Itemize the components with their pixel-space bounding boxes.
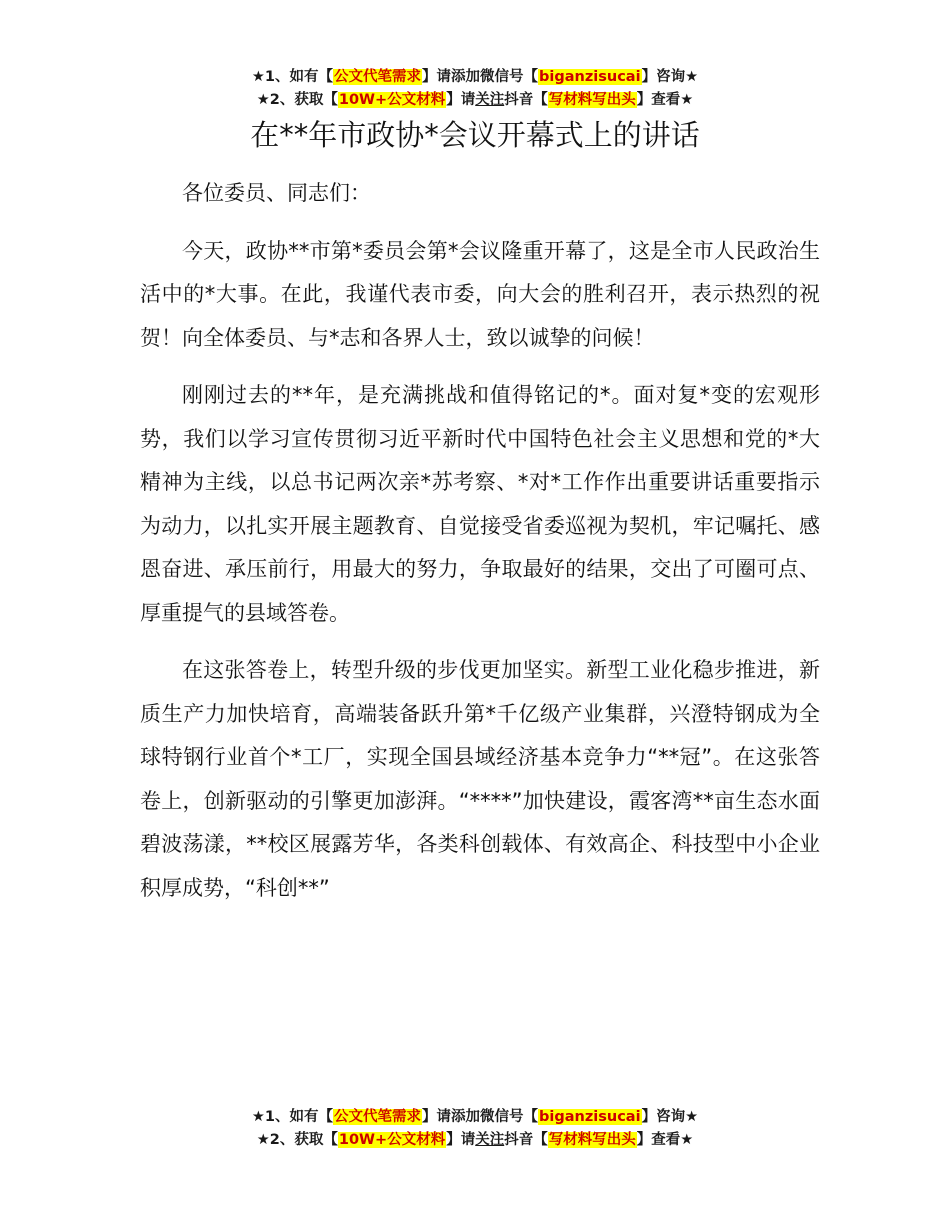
body-paragraph: 在这张答卷上，转型升级的步伐更加坚实。新型工业化稳步推进，新质生产力加快培育，高端装备跃升第*千亿级产业集群，兴澄特钢成为全球特钢行业首个*工厂，实现全国县域经济基本竞争力“**冠”。在这张答卷上，创新驱动的引擎更加澎湃。“****”加快建设，霞客湾**亩生态水面碧波荡漾，**校区展露芳华，各类科创载体、有效高企、科技型中小企业积厚成势，“科创**” — [140, 658, 820, 900]
banner-text: 】请添加微信号【 — [422, 1109, 539, 1125]
banner-highlight: 10W+公文材料 — [338, 92, 446, 108]
banner-text: 抖音【 — [504, 1132, 548, 1148]
footer-banner — [0, 1106, 950, 1152]
banner-highlight-douyin: 写材料写出头 — [548, 92, 636, 108]
header-banner — [0, 66, 950, 112]
banner-underlined-text: 关注 — [475, 92, 505, 108]
banner-text: ★1、如有【 — [251, 1109, 334, 1125]
body-paragraph: 刚刚过去的**年，是充满挑战和值得铭记的*。面对复*变的宏观形势，我们以学习宣传贯彻习近平新时代中国特色社会主义思想和党的*大精神为主线，以总书记两次亲*苏考察、*对*工作作出重要讲话重要指示为动力，以扎实开展主题教育、自觉接受省委巡视为契机，牢记嘱托、感恩奋进、承压前行，用最大的努力，争取最好的结果，交出了可圈可点、厚重提气的县域答卷。 — [140, 383, 820, 625]
banner-text: 】请 — [446, 92, 476, 108]
banner-text: 】咨询★ — [641, 1109, 699, 1125]
banner-line-2 — [0, 1129, 950, 1152]
banner-text: ★2、获取【 — [256, 92, 338, 108]
banner-text: 抖音【 — [504, 92, 548, 108]
banner-highlight-wechat-id: biganzisucai — [539, 69, 641, 85]
greeting-paragraph: 各位委员、同志们： — [182, 181, 371, 205]
banner-line-1 — [0, 66, 950, 89]
banner-highlight-douyin: 写材料写出头 — [548, 1132, 636, 1148]
banner-text: 】咨询★ — [641, 69, 699, 85]
banner-highlight: 10W+公文材料 — [338, 1132, 446, 1148]
banner-text: 】请 — [446, 1132, 476, 1148]
banner-text: ★1、如有【 — [251, 69, 334, 85]
banner-underlined-text: 关注 — [475, 1132, 505, 1148]
banner-text: 】请添加微信号【 — [422, 69, 539, 85]
document-title: 在**年市政协*会议开幕式上的讲话 — [250, 118, 700, 152]
document-body — [140, 172, 820, 918]
body-paragraph: 今天，政协**市第*委员会第*会议隆重开幕了，这是全市人民政治生活中的*大事。在此，我谨代表市委，向大会的胜利召开，表示热烈的祝贺！向全体委员、与*志和各界人士，致以诚挚的问候！ — [140, 238, 820, 350]
banner-text: 】查看★ — [636, 92, 694, 108]
banner-text: 】查看★ — [636, 1132, 694, 1148]
banner-highlight: 公文代笔需求 — [334, 69, 422, 85]
banner-line-2 — [0, 89, 950, 112]
banner-line-1 — [0, 1106, 950, 1129]
banner-highlight-wechat-id: biganzisucai — [539, 1109, 641, 1125]
banner-highlight: 公文代笔需求 — [334, 1109, 422, 1125]
banner-text: ★2、获取【 — [256, 1132, 338, 1148]
